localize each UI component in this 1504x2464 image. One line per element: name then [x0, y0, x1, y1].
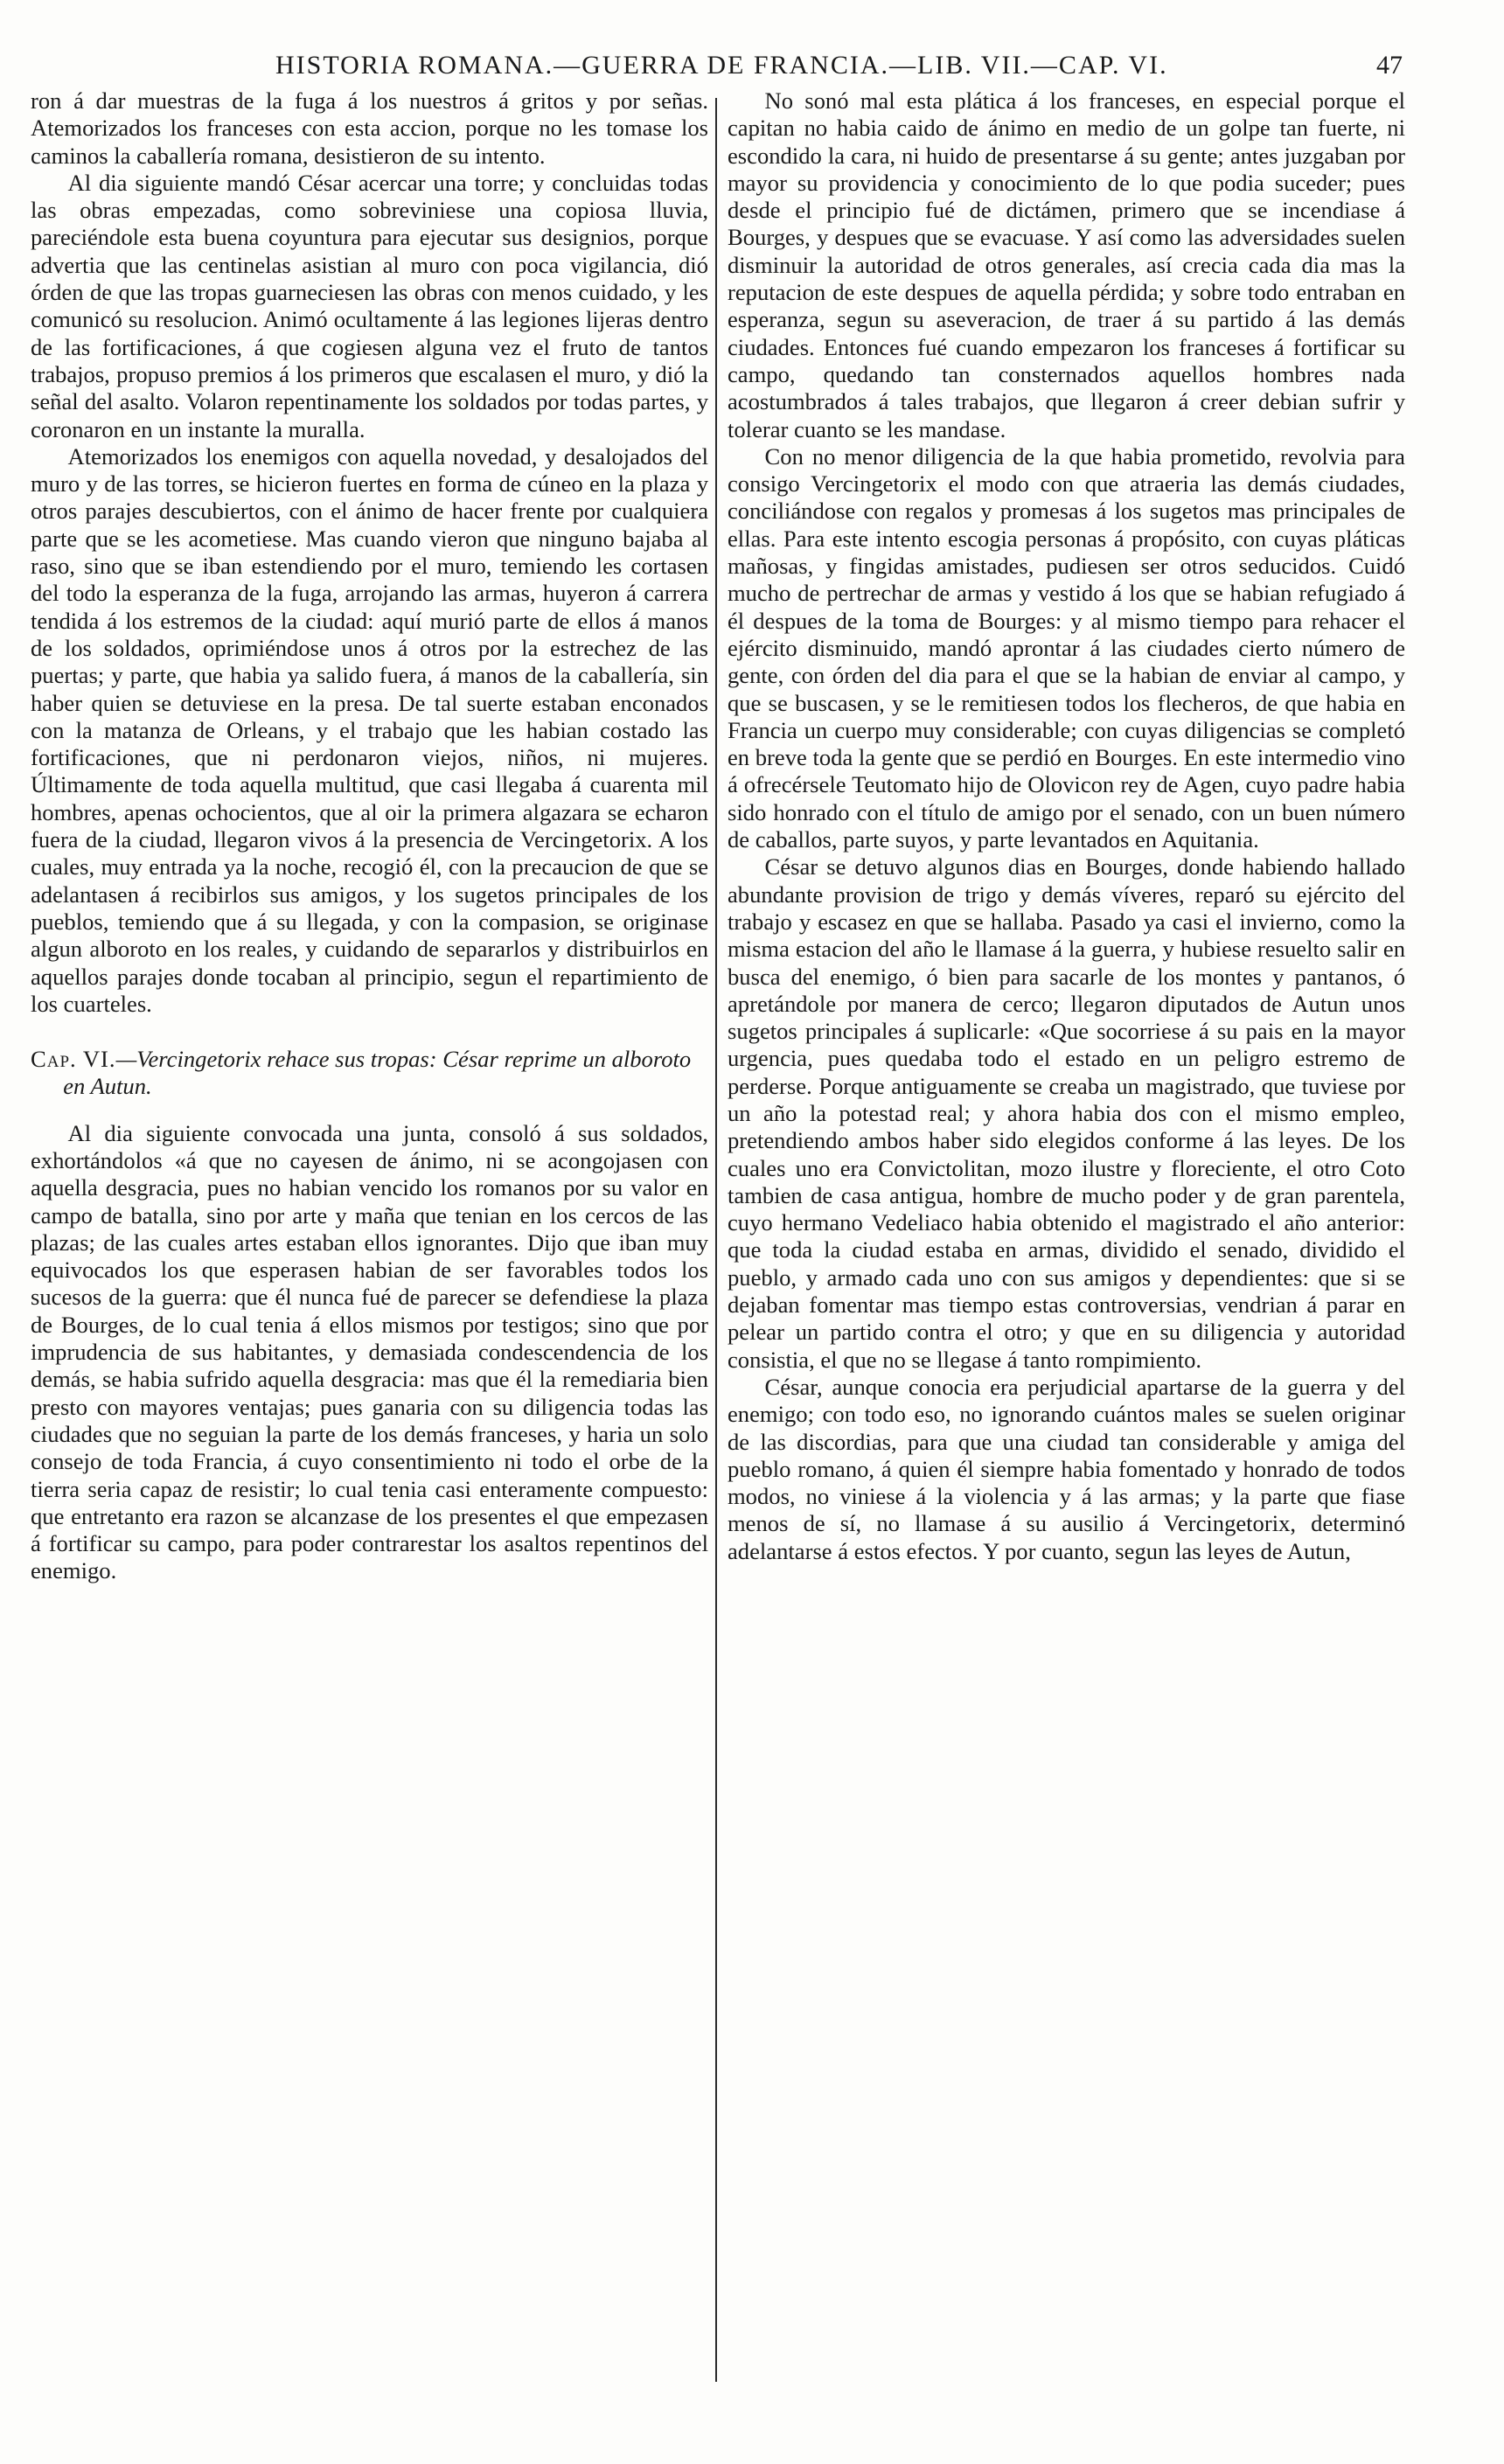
right-column	[728, 87, 1405, 1565]
chapter-heading	[31, 1046, 708, 1101]
running-head	[0, 51, 1504, 86]
paragraph: Atemorizados los enemigos con aquella novedad, y desalojados del muro y de las torres, se hicieron fuertes en forma de cúneo en la plaza y otros parajes descubiertos, con el ánimo de hacer frente por cualquiera parte que se les acometiese. Mas cuando vieron que ninguno bajaba al raso, sino que se iban estendiendo por el muro, temiendo les cortasen del todo la esperanza de la fuga, arrojando las armas, huyeron á carrera tendida á los estremos de la ciudad: aquí murió parte de ellos á manos de los soldados, oprimiéndose unos á otros por la estrechez de las puertas; y parte, que habia ya salido fuera, á manos de la caballería, sin haber quien se detuviese en la presa. De tal suerte estaban enconados con la matanza de Orleans, y el trabajo que les habian costado las fortificaciones, que ni perdonaron viejos, niños, ni mujeres. Últimamente de toda aquella multitud, que casi llegaba á cuarenta mil hombres, apenas ochocientos, que al oir la primera algazara se echaron fuera de la ciudad, llegaron vivos á la presencia de Vercingetorix. A los cuales, muy entrada ya la noche, recogió él, con la precaucion de que se adelantasen á recibirlos sus amigos, y los sugetos principales de los pueblos, temiendo que á su llegada, y con la compasion, se originase algun alboroto en los reales, y cuidando de separarlos y distribuirlos en aquellos parajes donde tocaban al principio, segun el repartimiento de los cuarteles.	[31, 442, 708, 1017]
paragraph: Con no menor diligencia de la que habia prometido, revolvia para consigo Vercingetorix el modo con que atraeria las demás ciudades, conciliándose con regalos y promesas á los sugetos mas principales de ellas. Para este intento escogia personas á propósito, con cuyas pláticas mañosas, y fingidas amistades, pudiesen ser otros seducidos. Cuidó mucho de pertrechar de armas y vestido á los que se habian refugiado á él despues de la toma de Bourges: y al mismo tiempo para rehacer el ejército disminuido, mandó aprontar á las ciudades cierto número de gente, con órden del dia para el que se la habian de enviar al campo, y que se buscasen, y se le remitiesen todos los flecheros, de que habia en Francia un cuerpo muy considerable; con cuyas diligencias se completó en breve toda la gente que se perdió en Bourges. En este intermedio vino á ofrecérsele Teutomato hijo de Olovicon rey de Agen, cuyo padre habia sido honrado con el título de amigo por el senado, con un buen número de caballos, parte suyos, y parte levantados en Aquitania.	[728, 442, 1405, 853]
column-divider	[715, 98, 717, 2382]
paragraph: Al dia siguiente convocada una junta, consoló á sus soldados, exhortándolos «á que no cayesen de ánimo, ni se acongojasen con aquella desgracia, pues no habian vencido los romanos por su valor en campo de batalla, sino por arte y maña que tenian en los cercos de las plazas; de las cuales artes estaban ellos ignorantes. Dijo que iban muy equivocados los que esperasen habian de ser favorables todos los sucesos de la guerra: que él nunca fué de parecer se defendiese la plaza de Bourges, de lo cual tenia á ellos mismos por testigos; sino que por imprudencia de sus habitantes, y demasiada condescendencia de los demás, se habia sufrido aquella desgracia: mas que él la remediaria bien presto con mayores ventajas; pues ganaria con su diligencia todas las ciudades que no seguian la parte de los demás franceses, y haria un solo consejo de toda Francia, á cuyo consentimiento ni todo el orbe de la tierra seria capaz de resistir; lo cual tenia casi enteramente compuesto: que entretanto era razon se alcanzase de los presentes el que empezasen á fortificar su campo, para poder contrarestar los asaltos repentinos del enemigo.	[31, 1119, 708, 1584]
paragraph: César, aunque conocia era perjudicial apartarse de la guerra y del enemigo; con todo eso, no ignorando cuántos males se suelen originar de las discordias, para que una ciudad tan considerable y amiga del pueblo romano, á quien él siempre habia fomentado y honrado de todos modos, no viniese á la violencia y á las armas; y la parte que fiase menos de sí, no llamase á su ausilio á Vercingetorix, determinó adelantarse á estos efectos. Y por cuanto, segun las leyes de Autun,	[728, 1373, 1405, 1564]
chapter-label: Cap. VI.	[31, 1046, 116, 1073]
paragraph: No sonó mal esta plática á los franceses, en especial porque el capitan no habia caido de ánimo en medio de un golpe tan fuerte, ni escondido la cara, ni huido de presentarse á su gente; antes juzgaban por mayor su providencia y conocimiento de lo que podia suceder; pues desde el principio fué de dictámen, primero que se incendiase á Bourges, y despues que se evacuase. Y así como las adversidades suelen disminuir la autoridad de otros generales, así crecia cada dia mas la reputacion de este despues de aquella pérdida; y sobre todo entraban en esperanza, segun su aseveracion, de traer á su partido á las demás ciudades. Entonces fué cuando empezaron los franceses á fortificar su campo, quedando tan consternados aquellos hombres nada acostumbrados á tales trabajos, que llegaron á creer debian sufrir y tolerar cuanto se les mandase.	[728, 87, 1405, 442]
page-number: 47	[1376, 51, 1403, 80]
chapter-title: —Vercingetorix rehace sus tropas: César reprime un alboroto en Autun.	[63, 1046, 692, 1100]
running-title: HISTORIA ROMANA.—GUERRA DE FRANCIA.—LIB. VII.—CAP. VI.	[275, 51, 1168, 80]
paragraph: Al dia siguiente mandó César acercar una torre; y concluidas todas las obras empezadas, como sobreviniese una copiosa lluvia, pareciéndole esta buena coyuntura para ejecutar sus designios, porque advertia que las centinelas asistian al muro con poca vigilancia, dió órden de que las tropas guarneciesen las obras con menos cuidado, y les comunicó su resolucion. Animó ocultamente á las legiones lijeras dentro de las fortificaciones, á que cogiesen alguna vez el fruto de tantos trabajos, propuso premios á los primeros que escalasen el muro, y dió la señal del asalto. Volaron repentinamente los soldados por todas partes, y coronaron en un instante la muralla.	[31, 169, 708, 442]
paragraph: César se detuvo algunos dias en Bourges, donde habiendo hallado abundante provision de trigo y demás víveres, reparó su ejército del trabajo y escasez en que se hallaba. Pasado ya casi el invierno, como la misma estacion del año le llamase á la guerra, y hubiese resuelto salir en busca del enemigo, ó bien para sacarle de los montes y pantanos, ó apretándole por manera de cerco; llegaron diputados de Autun unos sugetos principales á suplicarle: «Que socorriese á su pais en la mayor urgencia, pues quedaba todo el estado en un peligro estremo de perderse. Porque antiguamente se creaba un magistrado, que tuviese por un año la potestad real; y ahora habia dos con el mismo empleo, pretendiendo ambos haber sido elegidos conforme á las leyes. De los cuales uno era Convictolitan, mozo ilustre y floreciente, el otro Coto tambien de casa antigua, hombre de mucho poder y de gran parentela, cuyo hermano Vedeliaco habia obtenido el magistrado el año anterior: que toda la ciudad estaba en armas, dividido el senado, dividido el pueblo, y armado cada uno con sus amigos y dependientes: que si se dejaban fomentar mas tiempo estas controversias, vendrian á parar en pelear un partido contra el otro; y que en su diligencia y autoridad consistia, el que no se llegase á tanto rompimiento.	[728, 853, 1405, 1373]
paragraph: ron á dar muestras de la fuga á los nuestros á gritos y por señas. Atemorizados los franceses con esta accion, porque no les tomase los caminos la caballería romana, desistieron de su intento.	[31, 87, 708, 169]
left-column	[31, 87, 708, 1585]
